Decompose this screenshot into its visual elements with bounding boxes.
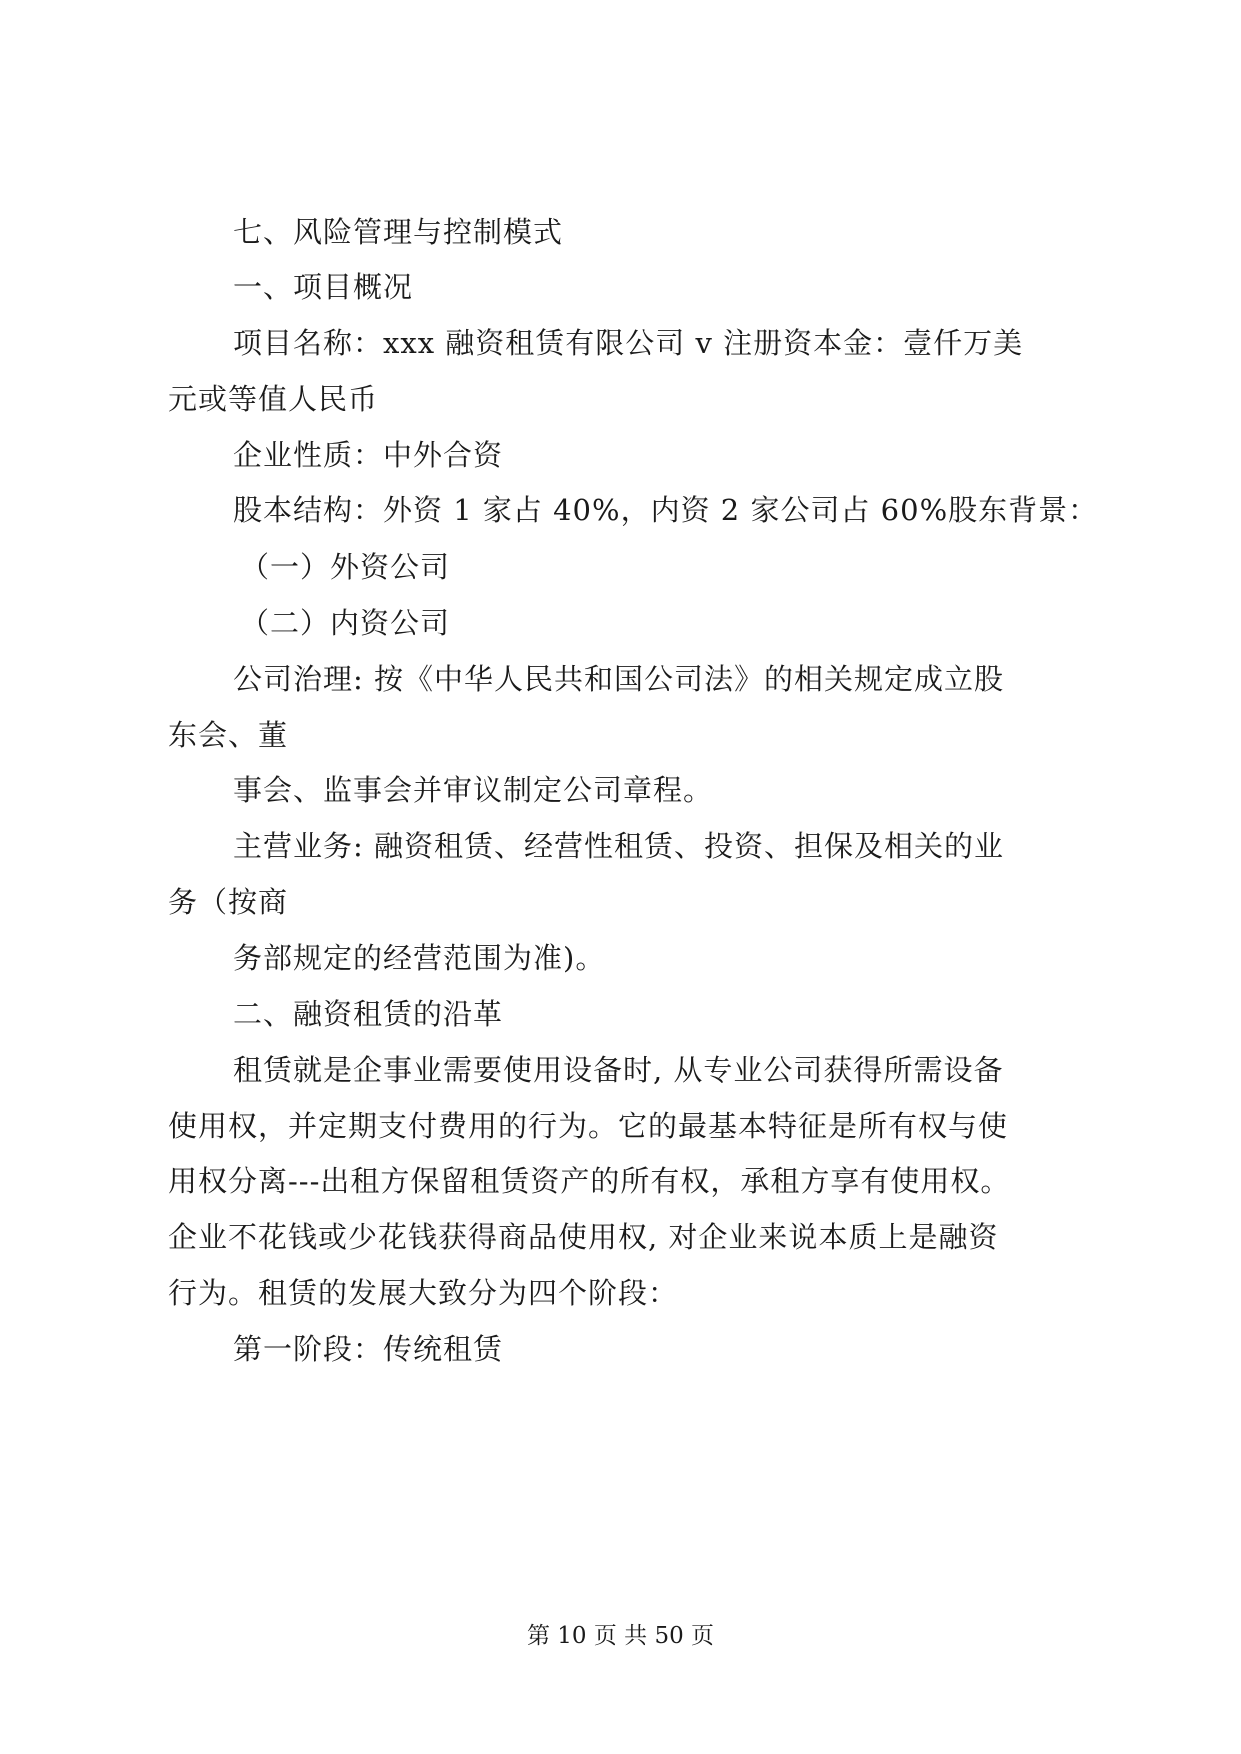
paragraph-line: 主营业务: 融资租赁、经营性租赁、投资、担保及相关的业 — [233, 829, 1004, 863]
section-heading-risk-management: 七、风险管理与控制模式 — [233, 215, 564, 249]
paragraph-line: 事会、监事会并审议制定公司章程。 — [233, 773, 714, 807]
paragraph-line: 务部规定的经营范围为准)。 — [233, 941, 606, 975]
paragraph-line: 公司治理: 按《中华人民共和国公司法》的相关规定成立股 — [233, 662, 1004, 696]
paragraph-line: 元或等值人民币 — [168, 382, 379, 416]
paragraph-line: 租赁就是企事业需要使用设备时, 从专业公司获得所需设备 — [233, 1053, 1004, 1087]
paragraph-line: 东会、董 — [168, 718, 289, 752]
paragraph-line: 第一阶段：传统租赁 — [233, 1332, 504, 1366]
paragraph-line: 项目名称：xxx 融资租赁有限公司 v 注册资本金：壹仟万美 — [233, 326, 1024, 360]
section-heading-project-overview: 一、项目概况 — [233, 270, 414, 304]
paragraph-line: 企业性质：中外合资 — [233, 438, 504, 472]
paragraph-line: 行为。租赁的发展大致分为四个阶段： — [168, 1276, 679, 1310]
paragraph-line: 使用权，并定期支付费用的行为。它的最基本特征是所有权与使 — [168, 1109, 1009, 1143]
section-heading-leasing-history: 二、融资租赁的沿革 — [233, 997, 504, 1031]
list-item-foreign-company: （一）外资公司 — [240, 550, 451, 584]
paragraph-line: 企业不花钱或少花钱获得商品使用权, 对企业来说本质上是融资 — [168, 1220, 999, 1254]
paragraph-line: 股本结构：外资 1 家占 40%，内资 2 家公司占 60%股东背景： — [233, 493, 1099, 527]
paragraph-line: 用权分离---出租方保留租赁资产的所有权，承租方享有使用权。 — [168, 1164, 1011, 1198]
page-number-footer: 第 10 页 共 50 页 — [526, 1623, 715, 1649]
list-item-domestic-company: （二）内资公司 — [240, 606, 451, 640]
paragraph-line: 务（按商 — [168, 885, 289, 919]
